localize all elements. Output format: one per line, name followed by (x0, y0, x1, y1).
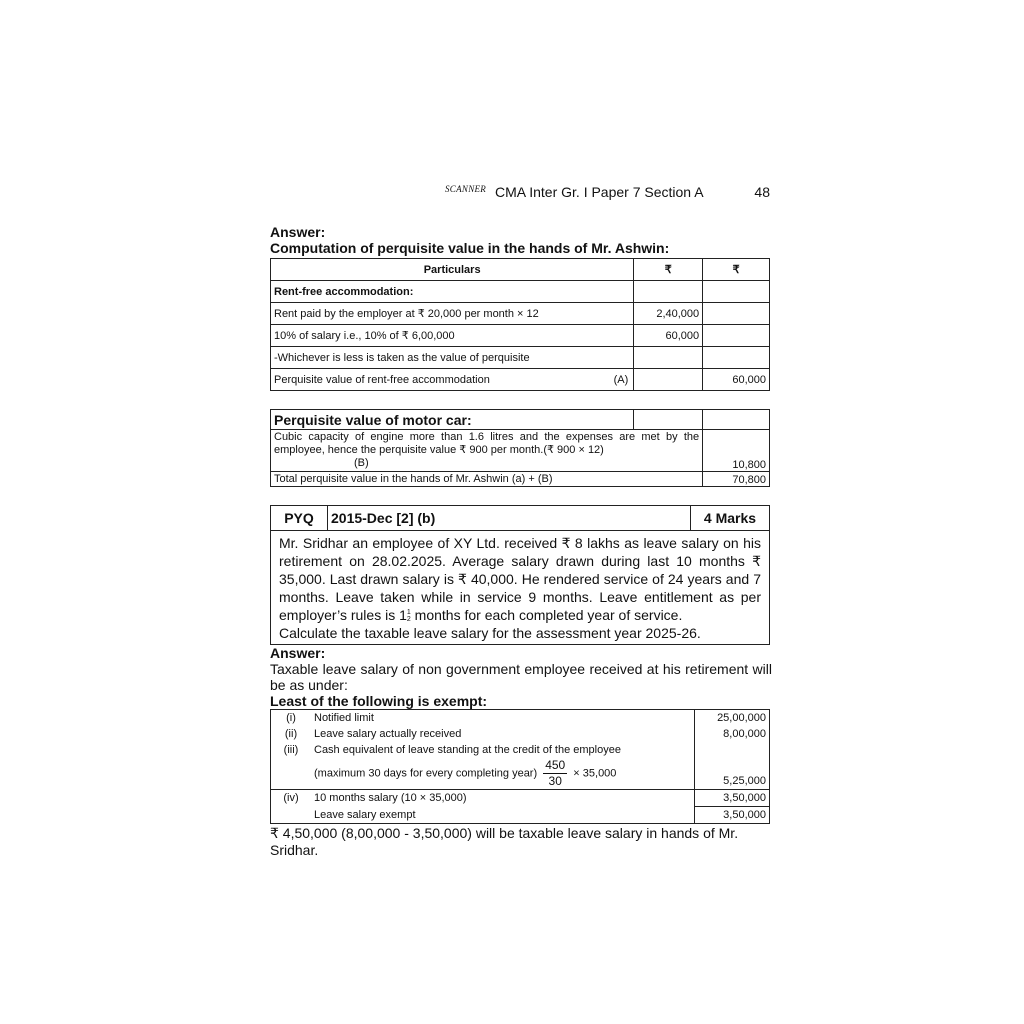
fraction-half (407, 609, 411, 623)
motor-empty-1 (634, 410, 703, 430)
table-row (271, 303, 770, 325)
motor-desc: Cubic capacity of engine more than 1.6 litres and the expenses are met by the employee, hence the perquisite value ₹ 900 per month.(₹ 900 × 12) (274, 431, 700, 456)
motor-total-row (271, 472, 770, 487)
row-amount-1 (634, 369, 703, 391)
total-text: Total perquisite value in the hands of Mr. Ashwin (a) + (B) (271, 472, 703, 487)
row-text: Leave salary exempt (311, 807, 695, 824)
row-num: (ii) (271, 726, 312, 742)
perquisite-table (270, 258, 770, 391)
row-multiplier: × 35,000 (573, 767, 617, 780)
table-row (271, 807, 770, 824)
total-value: 70,800 (703, 472, 770, 487)
pyq-tag: PYQ (271, 506, 328, 531)
motor-desc-row (271, 430, 770, 472)
exemption-table (270, 709, 770, 824)
row-text: Rent-free accommodation: (271, 281, 634, 303)
fraction-denominator: 2 (406, 616, 411, 624)
motor-mark: (B) (354, 457, 369, 469)
col-amount-1: ₹ (634, 259, 703, 281)
row-text: 10 months salary (10 × 35,000) (311, 790, 695, 807)
computation-heading: Computation of perquisite value in the hands of Mr. Ashwin: (270, 240, 670, 256)
fraction-denominator: 30 (548, 774, 562, 788)
row-amount-1: 2,40,000 (634, 303, 703, 325)
answer2-intro: Taxable leave salary of non government employee received at his retirement will be as under: (270, 661, 772, 693)
document-page (270, 180, 772, 859)
pyq-box (270, 505, 770, 645)
table-row (271, 281, 770, 303)
row-amount-2 (703, 325, 770, 347)
table-header-row (271, 259, 770, 281)
table-row (271, 726, 770, 742)
row-amount: 8,00,000 (695, 726, 770, 742)
row-amount: 3,50,000 (695, 790, 770, 807)
answer2-section (270, 645, 772, 709)
page-number: 48 (754, 184, 770, 200)
question-instruction: Calculate the taxable leave salary for the assessment year 2025-26. (279, 625, 701, 641)
row-amount-2 (703, 303, 770, 325)
table-row (271, 710, 770, 727)
row-text: 10% of salary i.e., 10% of ₹ 6,00,000 (271, 325, 634, 347)
row-num: (iv) (271, 790, 312, 807)
row-text: Cash equivalent of leave standing at the credit of the employee (314, 744, 621, 756)
row-amount-2 (703, 281, 770, 303)
fraction-numerator: 1 (406, 609, 411, 617)
row-mark: (A) (613, 373, 629, 386)
question-text-cont: months for each completed year of service. (414, 607, 683, 623)
row-amount: 5,25,000 (695, 742, 770, 790)
table-row (271, 742, 770, 790)
row-amount: 3,50,000 (695, 807, 770, 824)
row-text: Notified limit (311, 710, 695, 727)
row-subtext: (maximum 30 days for every completing year) (314, 767, 538, 780)
row-text-cell (311, 742, 695, 790)
row-text-cell (271, 369, 634, 391)
table-row (271, 369, 770, 391)
motor-header-row (271, 410, 770, 430)
exempt-heading: Least of the following is exempt: (270, 693, 488, 709)
motor-empty-2 (703, 410, 770, 430)
motor-car-table (270, 409, 770, 487)
fraction-450-30 (543, 758, 567, 789)
conclusion-text: ₹ 4,50,000 (8,00,000 - 3,50,000) will be taxable leave salary in hands of Mr. Sridhar. (270, 825, 739, 858)
row-amount-2 (703, 347, 770, 369)
row-amount-2: 60,000 (703, 369, 770, 391)
row-text: Perquisite value of rent-free accommodation (274, 373, 490, 386)
fraction-numerator: 450 (545, 758, 566, 772)
motor-value: 10,800 (703, 430, 770, 472)
pyq-marks: 4 Marks (691, 506, 770, 531)
row-text: Rent paid by the employer at ₹ 20,000 per month × 12 (271, 303, 634, 325)
row-num (271, 807, 312, 824)
pyq-header-row (271, 506, 770, 531)
answer2-label: Answer: (270, 645, 326, 661)
row-amount-1 (634, 347, 703, 369)
table-row (271, 325, 770, 347)
question-text: Mr. Sridhar an employee of XY Ltd. received ₹ 8 lakhs as leave salary on his retirement on 28.02.2025. Average salary drawn during last 10 months ₹ 35,000. Last drawn salary is ₹ 40,000. He rendered service of 24 years and 7 months. Leave taken while in service 9 months. Leave entitlement as per employer’s rules is 1 (279, 535, 761, 623)
pyq-reference: 2015-Dec [2] (b) (328, 506, 691, 531)
header-title: CMA Inter Gr. I Paper 7 Section A (495, 184, 704, 200)
row-num: (iii) (271, 742, 312, 790)
row-text: Leave salary actually received (311, 726, 695, 742)
col-particulars: Particulars (271, 259, 634, 281)
table-row (271, 790, 770, 807)
row-amount: 25,00,000 (695, 710, 770, 727)
page-header (270, 180, 772, 206)
col-amount-2: ₹ (703, 259, 770, 281)
scanner-logo: SCANNER (445, 184, 487, 194)
table-row (271, 347, 770, 369)
motor-heading: Perquisite value of motor car: (271, 410, 634, 430)
pyq-question (271, 531, 770, 645)
row-text: -Whichever is less is taken as the value of perquisite (271, 347, 634, 369)
row-amount-1: 60,000 (634, 325, 703, 347)
row-num: (i) (271, 710, 312, 727)
answer-label: Answer: (270, 224, 326, 240)
row-amount-1 (634, 281, 703, 303)
motor-desc-cell (271, 430, 703, 472)
pyq-question-row (271, 531, 770, 645)
